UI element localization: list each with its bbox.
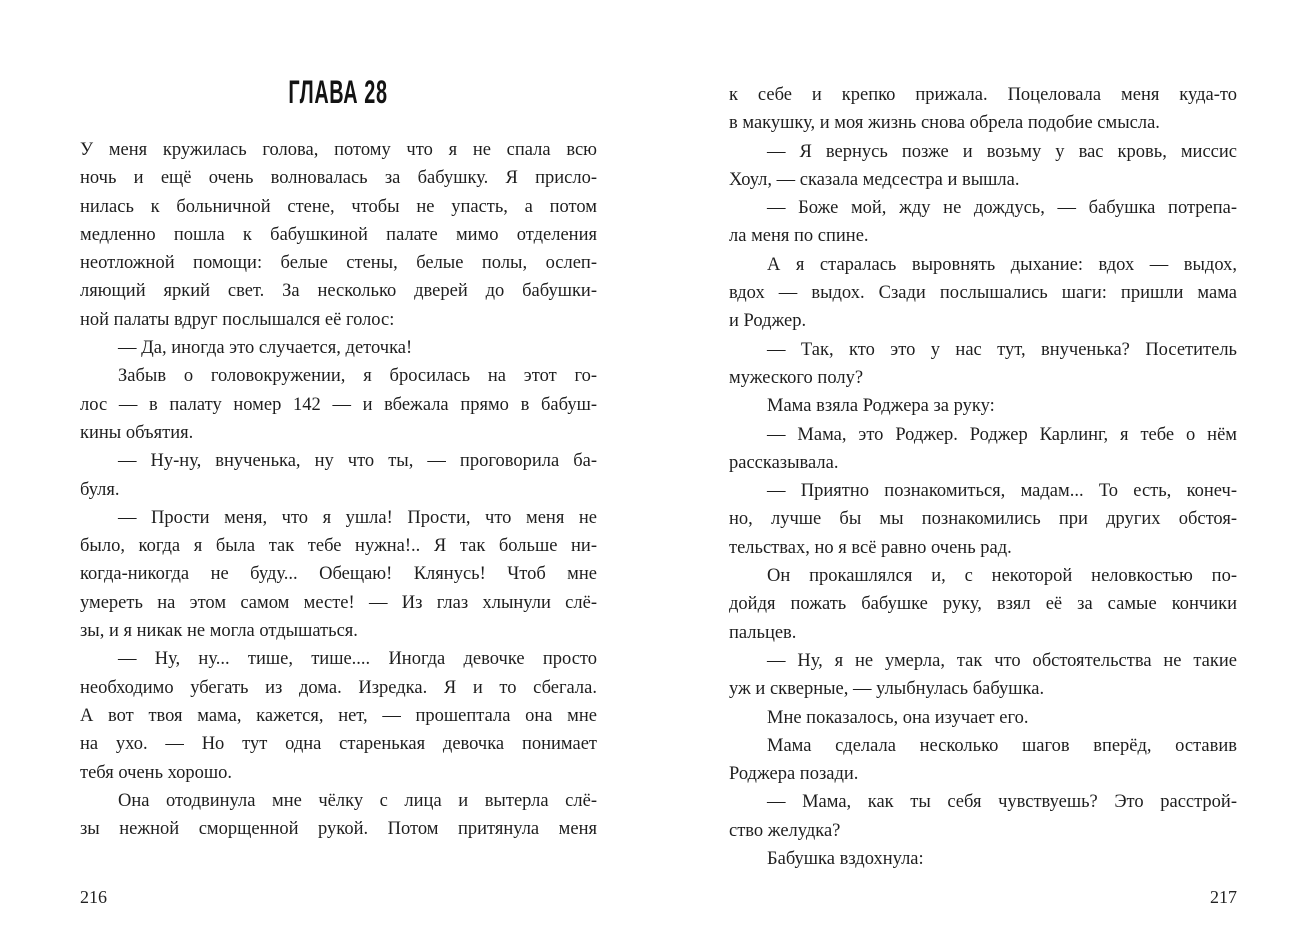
text-line: на ухо. — Но тут одна старенькая девочка понимает xyxy=(80,734,597,755)
text-line: умереть на этом самом месте! — Из глаз хлынули слё- xyxy=(80,592,597,613)
text-line: лос — в палату номер 142 — и вбежала прямо в бабуш- xyxy=(80,394,597,415)
text-line: к себе и крепко прижала. Поцеловала меня куда-то xyxy=(729,85,1237,105)
page-number-left: 216 xyxy=(80,887,107,907)
text-line: — Мама, это Роджер. Роджер Карлинг, я тебе о нём xyxy=(767,424,1237,445)
paragraph xyxy=(80,504,597,645)
text-line: вдох — выдох. Сзади послышались шаги: пришли мама xyxy=(729,283,1237,304)
text-line: Она отодвинула мне чёлку с лица и вытерла слё- xyxy=(118,790,597,811)
paragraph xyxy=(80,447,597,504)
text-line: зы нежной сморщенной рукой. Потом притянула меня xyxy=(80,819,597,840)
paragraph xyxy=(729,251,1237,336)
text-line: рассказывала. xyxy=(729,452,839,473)
text-line: ночь и ещё очень волновалась за бабушку. Я присло- xyxy=(80,168,597,189)
text-line: — Ну-ну, внученька, ну что ты, — проговорила ба- xyxy=(118,451,597,472)
text-line: ляющий яркий свет. За несколько дверей до бабушки- xyxy=(80,281,597,302)
text-line: неотложной помощи: белые стены, белые полы, ослеп- xyxy=(80,253,597,274)
paragraph xyxy=(729,138,1237,195)
paragraph xyxy=(729,81,1237,138)
text-line: кины объятия. xyxy=(80,422,194,443)
text-line: А я старалась выровнять дыхание: вдох — выдох, xyxy=(767,254,1237,275)
text-line: зы, и я никак не могла отдышаться. xyxy=(80,621,358,642)
text-line: — Боже мой, жду не дождусь, — бабушка потрепа- xyxy=(767,198,1237,219)
page-right xyxy=(729,0,1237,951)
text-line: — Приятно познакомиться, мадам... То есть, конеч- xyxy=(767,481,1237,502)
text-line: мужеского полу? xyxy=(729,367,864,388)
text-line: А вот твоя мама, кажется, нет, — прошептала она мне xyxy=(80,705,597,726)
text-line: медленно пошла к бабушкиной палате мимо отделения xyxy=(80,224,597,245)
page-number-right: 217 xyxy=(1210,887,1237,907)
chapter-title-wrap xyxy=(80,76,597,108)
text-line: Мама сделала несколько шагов вперёд, оставив xyxy=(767,735,1237,756)
paragraph xyxy=(729,336,1237,393)
text-line: — Мама, как ты себя чувствуешь? Это расстрой- xyxy=(767,792,1237,813)
text-line: Мне показалось, она изучает его. xyxy=(767,707,1029,728)
text-line: Хоул, — сказала медсестра и вышла. xyxy=(729,169,1020,190)
text-line: — Ну, ну... тише, тише.... Иногда девочке просто xyxy=(118,649,597,670)
paragraph xyxy=(80,645,597,786)
paragraph xyxy=(729,788,1237,845)
paragraph xyxy=(80,334,597,362)
text-line: — Ну, я не умерла, так что обстоятельства не такие xyxy=(767,650,1237,671)
text-line: было, когда я была так тебе нужна!.. Я так больше ни- xyxy=(80,536,597,557)
text-line: но, лучше бы мы познакомились при других обстоя- xyxy=(729,509,1237,530)
paragraph xyxy=(729,392,1237,420)
text-line: Бабушка вздохнула: xyxy=(767,849,924,870)
text-line: ной палаты вдруг послышался её голос: xyxy=(80,309,395,330)
paragraph xyxy=(729,732,1237,789)
paragraph xyxy=(729,562,1237,647)
text-line: буля. xyxy=(80,479,120,500)
paragraph xyxy=(729,845,1237,873)
paragraph xyxy=(729,421,1237,478)
text-line: тебя очень хорошо. xyxy=(80,762,233,783)
text-line: ла меня по спине. xyxy=(729,226,869,247)
text-line: — Я вернусь позже и возьму у вас кровь, миссис xyxy=(767,141,1237,162)
paragraph xyxy=(80,787,597,844)
text-line: — Так, кто это у нас тут, внученька? Посетитель xyxy=(767,339,1237,360)
paragraph xyxy=(729,704,1237,732)
text-line: Роджера позади. xyxy=(729,764,859,785)
text-line: необходимо убегать из дома. Изредка. Я и то сбегала. xyxy=(80,677,597,698)
text-line: Мама взяла Роджера за руку: xyxy=(767,396,995,417)
text-line: нилась к больничной стене, чтобы не упасть, а потом xyxy=(80,196,597,217)
right-text-column xyxy=(729,81,1237,873)
text-line: У меня кружилась голова, потому что я не спала всю xyxy=(80,140,597,160)
text-line: Забыв о головокружении, я бросилась на этот го- xyxy=(118,366,597,387)
left-text-column xyxy=(80,136,597,843)
paragraph xyxy=(80,136,597,334)
text-line: — Прости меня, что я ушла! Прости, что меня не xyxy=(118,507,597,528)
paragraph xyxy=(729,647,1237,704)
text-line: когда-никогда не буду... Обещаю! Клянусь! Чтоб мне xyxy=(80,564,597,585)
text-line: пальцев. xyxy=(729,622,797,643)
text-line: Он прокашлялся и, с некоторой неловкостью по- xyxy=(767,566,1237,587)
page-left xyxy=(80,0,597,951)
text-line: в макушку, и моя жизнь снова обрела подобие смысла. xyxy=(729,113,1160,134)
chapter-title: ГЛАВА 28 xyxy=(288,74,389,110)
text-line: дойдя пожать бабушке руку, взял её за самые кончики xyxy=(729,594,1237,615)
text-line: и Роджер. xyxy=(729,311,807,332)
text-line: ство желудка? xyxy=(729,820,841,841)
paragraph xyxy=(729,194,1237,251)
text-line: уж и скверные, — улыбнулась бабушка. xyxy=(729,679,1045,700)
paragraph xyxy=(729,477,1237,562)
text-line: — Да, иногда это случается, деточка! xyxy=(118,338,413,359)
text-line: тельствах, но я всё равно очень рад. xyxy=(729,537,1012,558)
paragraph xyxy=(80,362,597,447)
